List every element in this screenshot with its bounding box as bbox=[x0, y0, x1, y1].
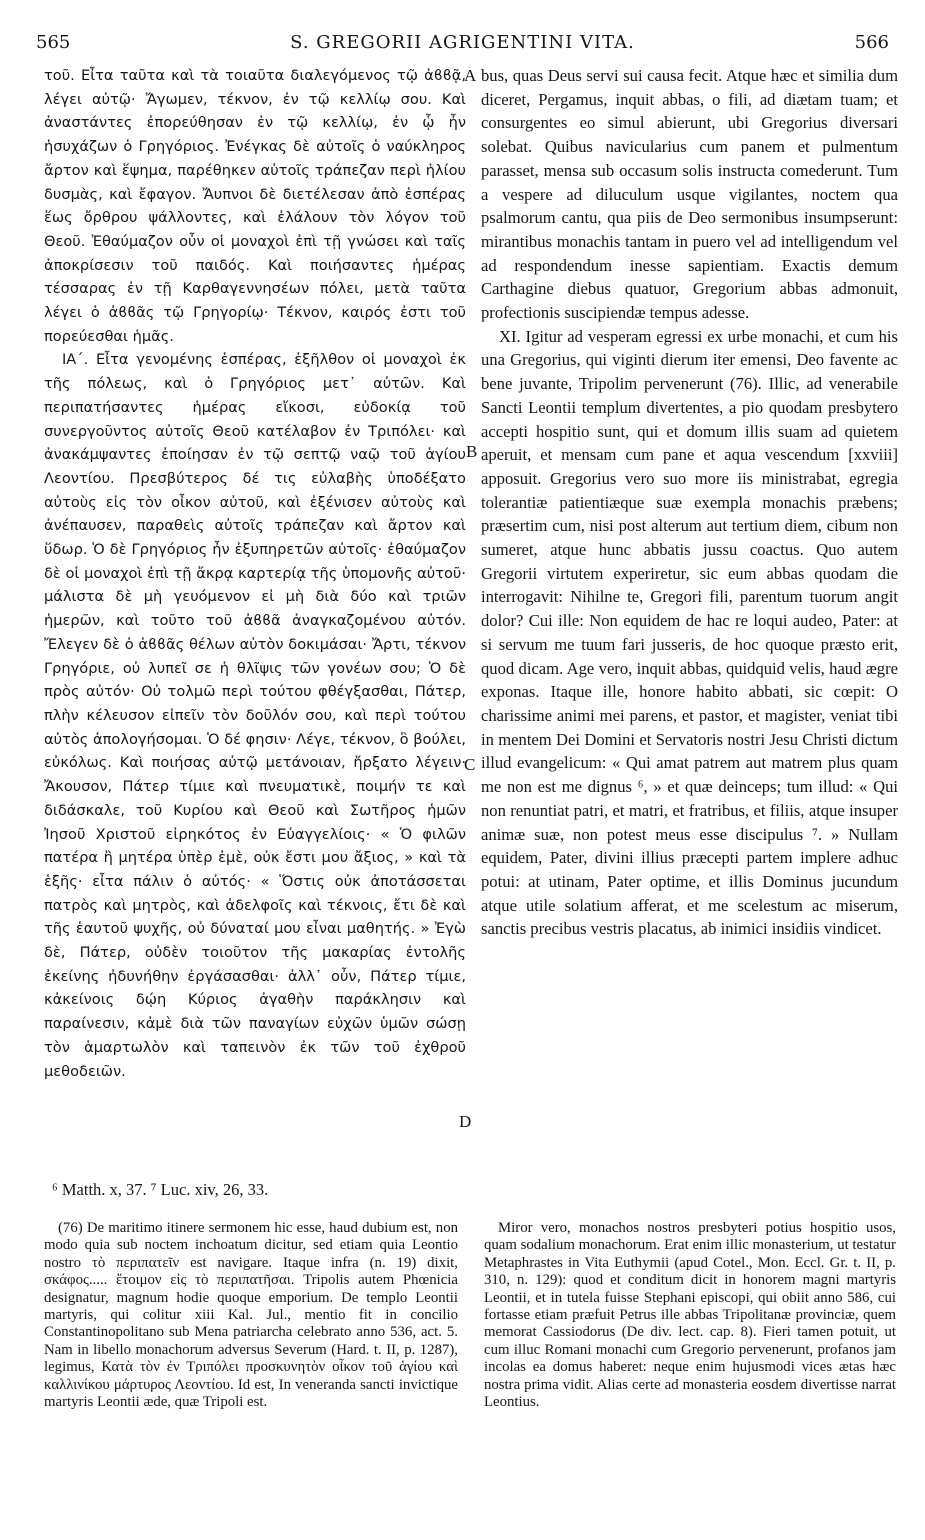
margin-letter-d: D bbox=[459, 1112, 472, 1131]
endnote-left-text: (76) De maritimo itinere sermonem hic esse, haud dubium est, non modo quia sub noctem inchoatum dicitur, sed etiam quia Leontio nostro τὸ περιπατεῖν est navigare. Itaque infra (n. 19) dixit, σκάφος..... ἕτοιμον εἰς τὸ περιπατῆσαι. Tripolis autem Phœnicia designatur, magnum hodie quoque emporium. De templo Leontii martyris, qui colitur xiii Kal. Jul., mentio fit in concilio Constantinopolitano sub Mena patriarcha celebrato anno 536, act. 5. Nam in libello monachorum adversus Severum (Hard. t. II, p. 1287), legimus, Κατὰ τὸν ἐν Τριπόλει προσκυνητὸν οἶκον τοῦ ἁγίου καὶ καλλινίκου μάρτυρος Λεοντίου. Id est, In veneranda sancti invictique martyris Leontii æde, quæ Tripoli est. bbox=[44, 1220, 458, 1411]
margin-letter-c: C bbox=[464, 755, 476, 774]
greek-paragraph-2: ΙΑ΄. Εἶτα γενομένης ἑσπέρας, ἐξῆλθον οἱ μοναχοὶ ἐκ τῆς πόλεως, καὶ ὁ Γρηγόριος μετ᾽ αὐτῶν. Καὶ περιπατήσαντες ἡμέρας εἴκοσι, εὐδοκίᾳ τοῦ συνεργοῦντος αὐτοῖς Θεοῦ κατέλαβον ἐν Τριπόλει· καὶ ἀνακάμψαντες ἐποίησαν ἐν τῷ σεπτῷ ναῷ τοῦ ἁγίου Λεοντίου. Πρεσβύτερος δέ τις εὐλαβὴς ὑποδέξατο αὐτοὺς εἰς τὸν οἶκον αὐτοῦ, καὶ ἐξένισεν αὐτοὺς καὶ ἀνέπαυσεν, παραθεὶς αὐτοῖς τράπεζαν καὶ ἄρτον καὶ ὕδωρ. Ὁ δὲ Γρηγόριος ἦν ἐξυπηρετῶν αὐτοῖς· ἐθαύμαζον δὲ οἱ μοναχοὶ ἐπὶ τῇ ἄκρᾳ καρτερίᾳ τῆς ὑπομονῆς αὐτοῦ· μάλιστα δὲ μὴ γευόμενον εἰ μὴ διὰ δύο καὶ τριῶν ἡμερῶν, καὶ τοῦτο τοῦ ἀϐϐᾶ ἀναγκαζομένου αὐτόν. Ἔλεγεν δὲ ὁ ἀϐϐᾶς θέλων αὐτὸν δοκιμάσαι· Ἄρτι, τέκνον Γρηγόριε, οὐ λυπεῖ σε ἡ θλῖψις τῶν γονέων σου; Ὁ δὲ πρὸς αὐτόν· Οὐ τολμῶ περὶ τούτου φθέγξασθαι, Πάτερ, πλὴν κέλευσον εἰπεῖν τὸν δοῦλόν σου, καὶ περὶ τούτου αὐτὸς ἀπολογήσομαι. Ὁ δέ φησιν· Λέγε, τέκνον, ὃ βούλει, εὐκόλως. Καὶ ποιήσας αὐτῷ μετάνοιαν, ἤρξατο λέγειν· Ἄκουσον, Πάτερ τίμιε καὶ πνευματικὲ, ποιμήν τε καὶ διδάσκαλε, τοῦ Κυρίου καὶ Θεοῦ καὶ Σωτῆρος ἡμῶν Ἰησοῦ Χριστοῦ εἰρηκότος ἐν Εὐαγγελίοις· « Ὁ φιλῶν πατέρα ἢ μητέρα ὑπὲρ ἐμὲ, οὐκ ἔστι μου ἄξιος, » καὶ τὰ ἑξῆς· εἶτα πάλιν ὁ αὐτός· « Ὅστις οὐκ ἀποτάσσεται πατρὸς καὶ μητρὸς, καὶ ἀδελφοῖς καὶ τέκνοις, ἔτι δὲ καὶ τῆς ἑαυτοῦ ψυχῆς, οὐ δύναταί μου εἶναι μαθητής. » Ἐγὼ δὲ, Πάτερ, οὐδὲν τοιοῦτον τῆς μακαρίας ἐντολῆς ἐκείνης ἠδυνήθην ἐργάσασθαι· ἀλλ᾽ οὖν, Πάτερ τίμιε, κἀκείνοις δῴη Κύριος ἀγαθὴν παράκλησιν καὶ παραίνεσιν, κἀμὲ διὰ τῶν παναγίων εὐχῶν ὑμῶν σώσῃ τὸν ἁμαρτωλὸν καὶ ταπεινὸν ἐκ τῶν τοῦ ἐχθροῦ μεθοδειῶν. bbox=[44, 351, 466, 1080]
endnote-left bbox=[44, 1220, 458, 1411]
greek-column bbox=[44, 64, 466, 1083]
running-title: S. GREGORII AGRIGENTINI VITA. bbox=[290, 32, 635, 53]
margin-letter-b: B bbox=[466, 442, 478, 461]
page-number-left: 565 bbox=[36, 32, 71, 53]
margin-letter-a: A bbox=[464, 66, 477, 85]
page-number-right: 566 bbox=[854, 32, 889, 53]
latin-paragraph-1: bus, quas Deus servi sui causa fecit. Atque hæc et similia dum diceret, Pergamus, inquit abbas, o fili, ad diætam tuam; et consurgentes eo simul abierunt, ubi Gregorius diversari solebat. Quibus navicularius cum panem et pulmentum parasset, mensa sub occasum solis instructa comederunt. Tum a vespere ad diluculum usque vigilantes, noctem qua psalmorum cantu, qua piis de Deo sermonibus insumpserunt: mirantibus monachis tantam in puero vel ad intelligendum vel ad respondendum inesse sapientiam. Exactis demum Carthagine diebus quatuor, Gregorium abbas admonuit, profectionis suscipiendæ tempus adesse. bbox=[481, 66, 898, 323]
greek-paragraph-1: τοῦ. Εἶτα ταῦτα καὶ τὰ τοιαῦτα διαλεγόμενος τῷ ἀϐϐᾷ, λέγει αὐτῷ· Ἄγωμεν, τέκνον, ἐν τῷ κελλίῳ σου. Καὶ ἀναστάντες ἐπορεύθησαν ἐν τῷ κελλίῳ, ἐν ᾧ ἦν ἡσυχάζων ὁ Γρηγόριος. Ἐνέγκας δὲ αὐτοῖς ὁ ναύκληρος ἄρτον καὶ ἕψημα, παρέθηκεν αὐτοῖς τράπεζαν περὶ ἡλίου δυσμὰς, καὶ ἔφαγον. Ἄυπνοι δὲ διετέλεσαν ἀπὸ ἑσπέρας ἕως ὄρθρου ψάλλοντες, καὶ ἐλάλουν τὸν λόγον τοῦ Θεοῦ. Ἐθαύμαζον οὖν οἱ μοναχοὶ ἐπὶ τῇ γνώσει καὶ ταῖς ἀποκρίσεσιν τοῦ παιδός. Καὶ ποιήσαντες ἡμέρας τέσσαρας ἐν τῇ Καρθαγεννησέων πόλει, μετὰ ταῦτα λέγει ὁ ἀϐϐᾶς τῷ Γρηγορίῳ· Τέκνον, καιρός ἐστι τοῦ πορεύεσθαι ἡμᾶς. bbox=[44, 67, 466, 345]
latin-paragraph-2: XI. Igitur ad vesperam egressi ex urbe monachi, et cum his una Gregorius, qui viginti dierum iter emensi, Deo favente ac bene juvante, Tripolim pervenerunt (76). Illic, ad venerabile Sancti Leontii templum divertentes, a pio quodam presbytero accepti hospitio sunt, qui et domum illis suam ad quietem aperuit, et mensam cum pane et aqua vescendum [xxviii] apposuit. Gregorius vero suo more iis ministrabat, egregia tolerantiæ patientiæque suæ exempla monachis præbens; præsertim cum, nisi post alterum aut tertium diem, cibum non sumeret, atque hunc abbatis jussu coactus. Quo autem Gregorii virtutem experiretur, sic eum abbas quodam die interrogavit: Nihilne te, Gregori fili, parentum tuorum angit dolor? Cui ille: Non equidem de hac re loqui audeo, Pater: at si servum me tuum fari jusseris, de hoc quoque præsto erit, quod dicam. Age vero, inquit abbas, quidquid velis, haud ægre exponas. Itaque ille, honore habito abbati, sic cœpit: O charissime animi mei parens, et pastor, et magister, veniat tibi in mentem Dei Domini et Servatoris nostri Jesu Christi dictum illud evangelicum: « Qui amat patrem aut matrem plus quam me non est me dignus ⁶, » et quæ deinceps; tum illud: « Qui non renuntiat patri, et matri, et fratribus, et filiis, atque insuper animæ suæ, non potest meus esse discipulus ⁷. » Nullam equidem, Pater, divini illius præcepti partem implere adhuc potui: at utinam, Pater optime, et illis Dominus jucundum atque utile solatium afferat, et me scelestum ac miserum, sanctis precibus vestris placatus, ab inimici insidiis vindicet. bbox=[481, 326, 898, 939]
page-header bbox=[36, 32, 889, 56]
endnote-right bbox=[484, 1220, 896, 1411]
endnote-right-text: Miror vero, monachos nostros presbyteri potius hospitio usos, quam sodalium monachorum. Erat enim illic monasterium, ut testatur Metaphrastes in Vita Euthymii (apud Cotel., Mon. Eccl. Gr. t. II, p. 310, n. 129): quod et conditum dicit in honorem magni martyris Leontii, et in tutela fuisse Stephani episcopi, qui obiit anno 586, cui fortasse etiam præfuit Petrus ille abbas Tripolitanæ provinciæ, quem memorat Cassiodorus (De div. lect. cap. 8). Fieri tamen potuit, ut cum illuc Romani monachi cum Gregorio pervenerunt, profanos jam incolas ea domus haberet: neque enim hujusmodi vices ætas hæc nostra prima vidit. Alias certe ad monasteria eosdem divertisse narrat Leontius. bbox=[484, 1220, 896, 1411]
latin-column bbox=[481, 64, 898, 941]
footnote-citations: ⁶ Matth. x, 37. ⁷ Luc. xiv, 26, 33. bbox=[52, 1180, 269, 1199]
